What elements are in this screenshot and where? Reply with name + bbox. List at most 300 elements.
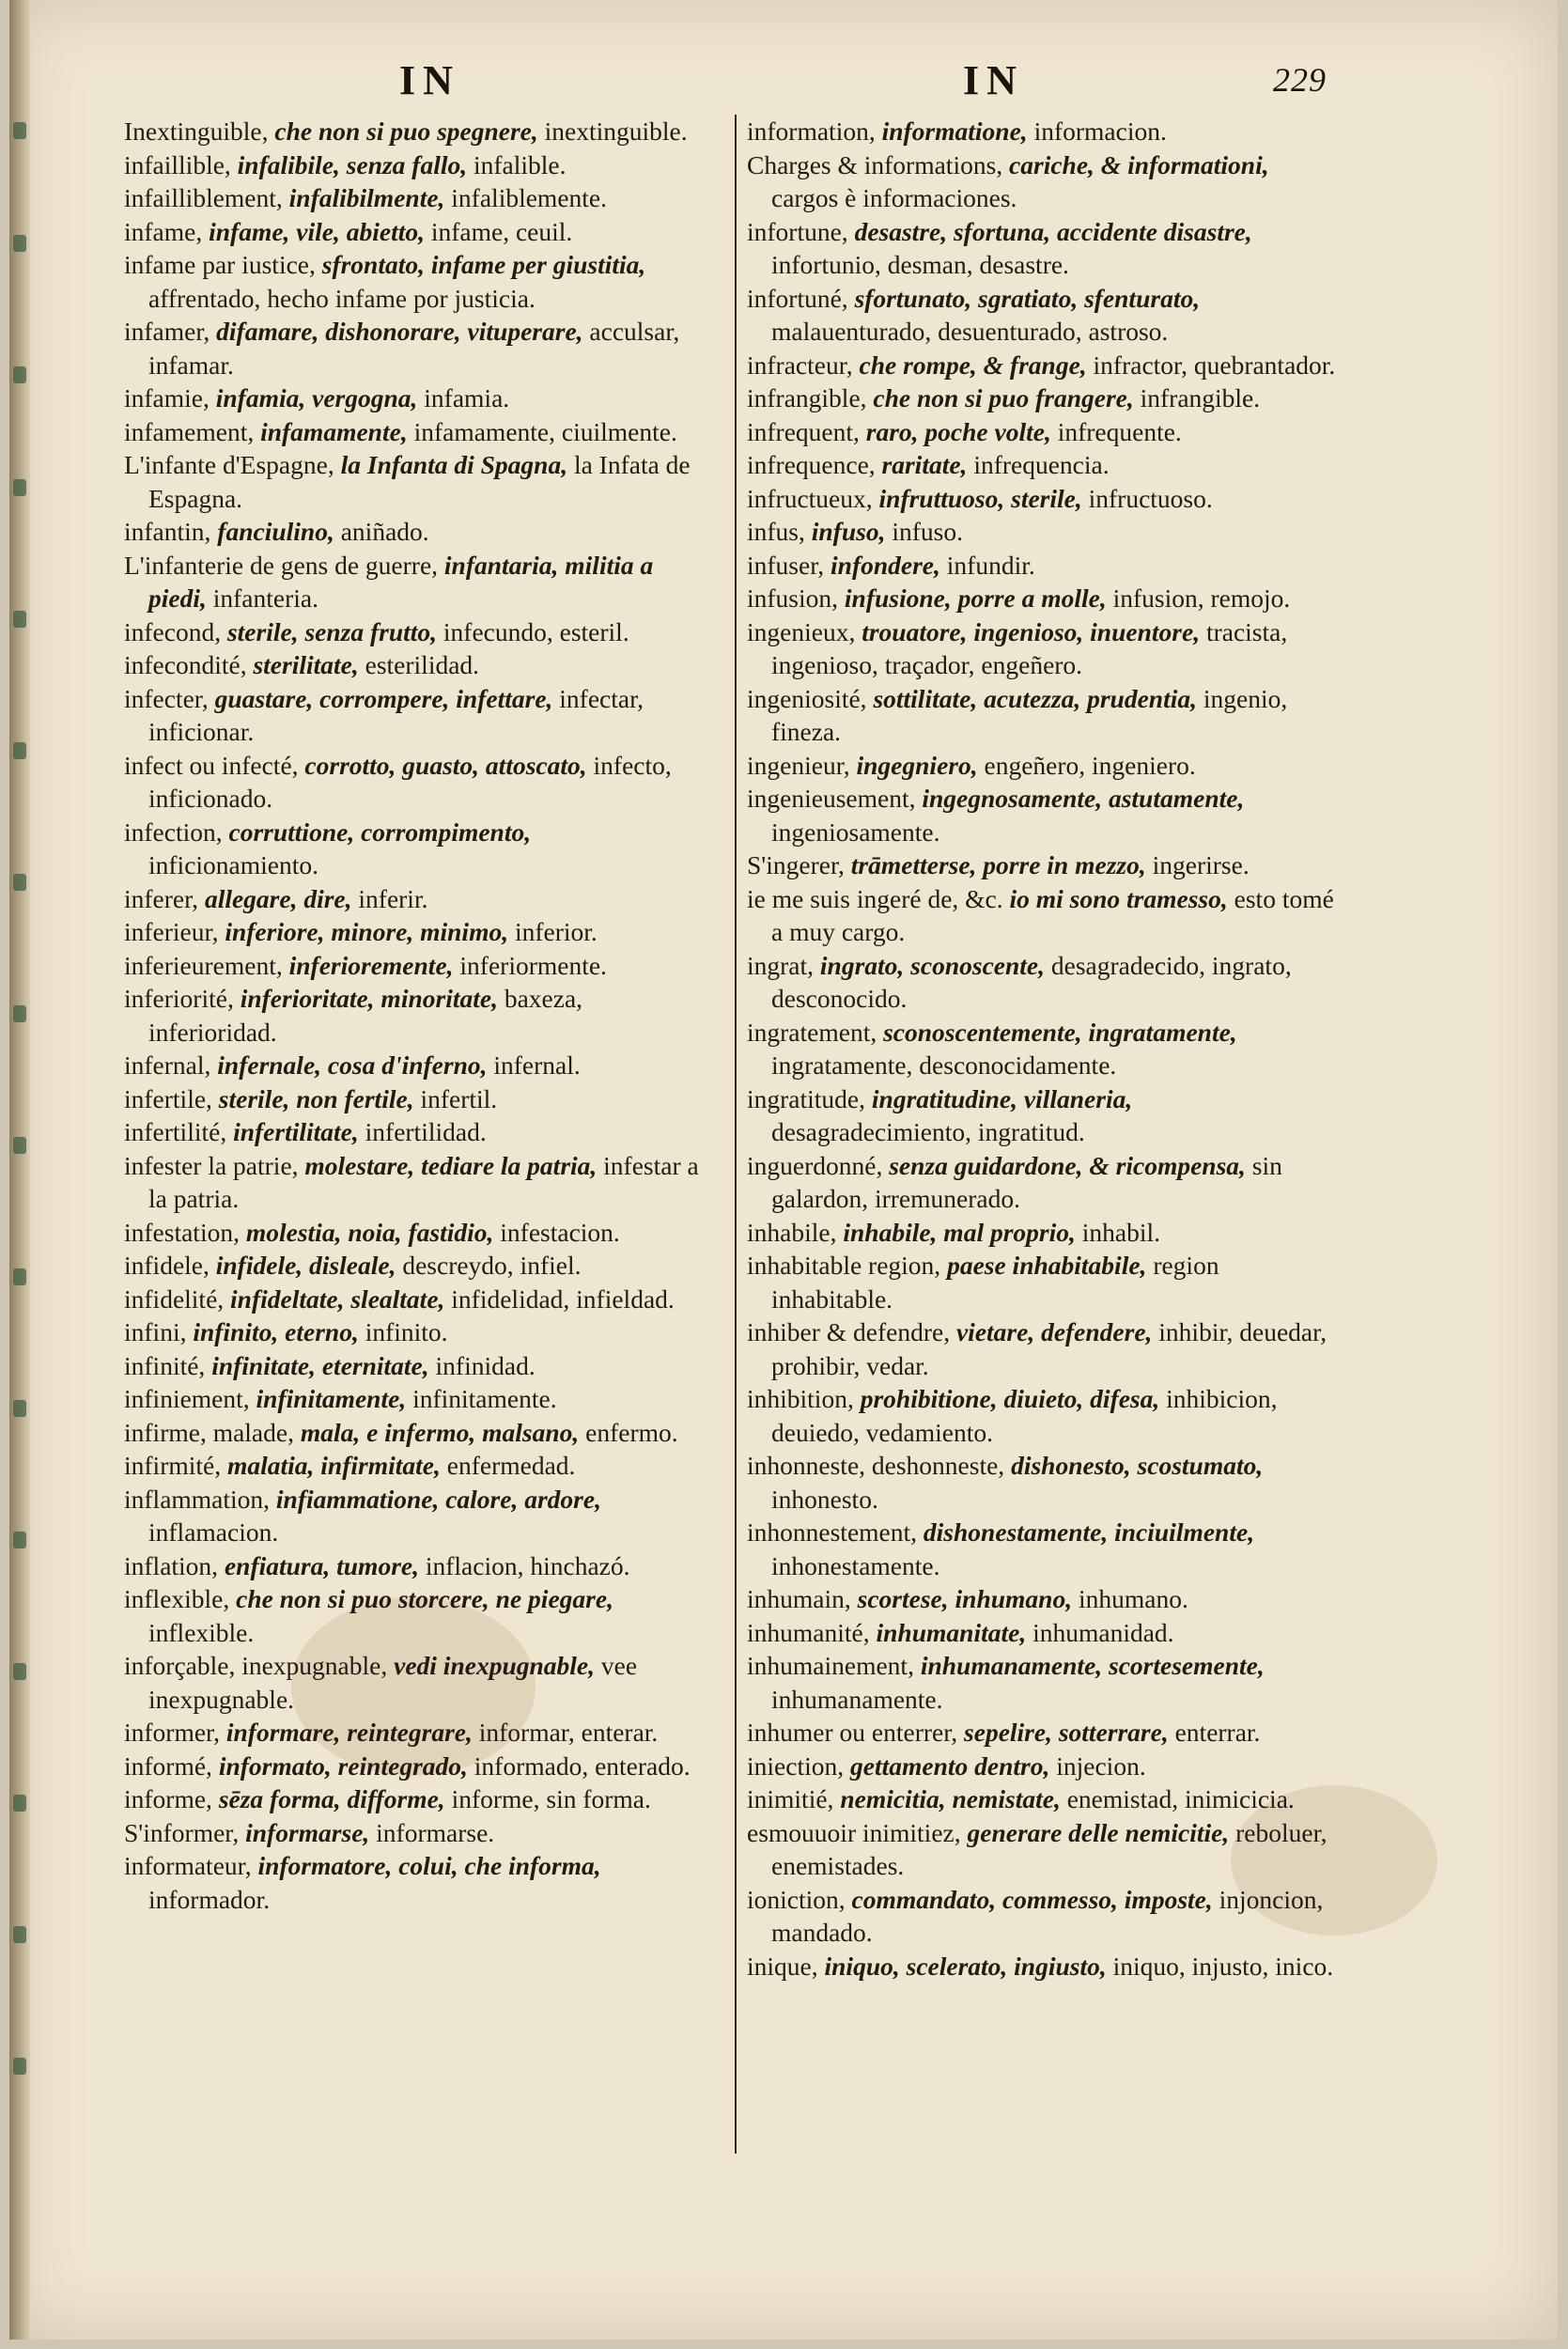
dictionary-entry: [124, 1349, 706, 1383]
italian-translation: vietare, defendere,: [955, 1317, 1153, 1346]
spanish-translation: infecundo, esteril.: [442, 616, 629, 646]
spanish-translation: injecion.: [1056, 1750, 1146, 1781]
spanish-translation: infestar a la patria.: [148, 1150, 699, 1213]
spanish-translation: engeñero, ingeniero.: [984, 750, 1196, 780]
spanish-translation: infame, ceuil.: [430, 216, 573, 246]
french-headword: inforçable, inexpugnable,: [124, 1651, 388, 1680]
italian-translation: ingrato, sconoscente,: [819, 950, 1046, 980]
italian-translation: molestare, tediare la patria,: [304, 1150, 598, 1180]
french-headword: infection,: [124, 817, 223, 847]
italian-translation: raro, poche volte,: [865, 416, 1051, 446]
dictionary-entry: [124, 515, 706, 549]
dictionary-entry: [124, 1582, 706, 1649]
french-headword: inimitié,: [747, 1784, 834, 1813]
french-headword: infini,: [124, 1317, 187, 1346]
french-headword: inhibition,: [747, 1384, 854, 1413]
italian-translation: difamare, dishonorare, vituperare,: [216, 317, 583, 346]
italian-translation: trāmetterse, porre in mezzo,: [850, 850, 1146, 879]
spanish-translation: inficionamiento.: [148, 850, 318, 879]
dictionary-entry: [124, 1849, 706, 1916]
italian-translation: infondere,: [831, 550, 940, 580]
french-headword: inhabile,: [747, 1217, 837, 1247]
italian-translation: iniquo, scelerato, ingiusto,: [824, 1951, 1107, 1981]
spanish-translation: cargos è informaciones.: [771, 183, 1017, 212]
spanish-translation: infertilidad.: [365, 1117, 487, 1146]
spanish-translation: informador.: [148, 1884, 271, 1914]
french-headword: inferiorité,: [124, 984, 234, 1013]
spanish-translation: aniñado.: [340, 517, 429, 546]
french-headword: infame par iustice,: [124, 250, 316, 279]
italian-translation: che non si puo frangere,: [873, 383, 1134, 412]
spanish-translation: infecto, inficionado.: [148, 750, 672, 813]
french-headword: S'ingerer,: [747, 850, 845, 879]
french-headword: inhonneste, deshonneste,: [747, 1451, 1005, 1480]
italian-translation: infantaria, militia a piedi,: [148, 550, 654, 613]
french-headword: S'informer,: [124, 1817, 240, 1847]
dictionary-entry: [747, 1249, 1339, 1315]
dictionary-entry: [124, 1315, 706, 1349]
dictionary-entry: [124, 1449, 706, 1483]
dictionary-entry: [124, 615, 706, 649]
italian-translation: infusione, porre a molle,: [844, 583, 1107, 613]
french-headword: inhumain,: [747, 1584, 851, 1613]
spanish-translation: ingeniosamente.: [771, 817, 940, 847]
french-headword: infantin,: [124, 517, 211, 546]
italian-translation: inferioritate, minoritate,: [240, 984, 498, 1013]
dictionary-entry: [747, 615, 1339, 682]
italian-translation: infamia, vergogna,: [215, 383, 418, 412]
dictionary-entry: [124, 648, 706, 682]
italian-translation: inhumanitate,: [876, 1617, 1027, 1647]
italian-translation: vedi inexpugnable,: [394, 1651, 596, 1680]
french-headword: informé,: [124, 1750, 212, 1781]
italian-translation: sterile, non fertile,: [218, 1083, 414, 1113]
spanish-translation: injoncion, mandado.: [771, 1884, 1324, 1947]
italian-translation: generare delle nemicitie,: [967, 1817, 1230, 1847]
french-headword: infrequence,: [747, 450, 876, 479]
french-headword: ingeniosité,: [747, 683, 867, 713]
spanish-translation: sin galardon, irremunerado.: [771, 1150, 1282, 1213]
dictionary-entry: [747, 349, 1339, 382]
italian-translation: infertilitate,: [233, 1117, 359, 1146]
dictionary-entry: [747, 1750, 1339, 1783]
dictionary-entry: [747, 1449, 1339, 1516]
dictionary-entry: [747, 682, 1339, 749]
spanish-translation: inhibir, deuedar, prohibir, vedar.: [771, 1317, 1327, 1380]
dictionary-entry: [747, 1782, 1339, 1816]
french-headword: information,: [747, 117, 876, 146]
french-headword: infirmité,: [124, 1451, 222, 1480]
dictionary-entry: [124, 1816, 706, 1850]
french-headword: infortuné,: [747, 283, 848, 313]
spanish-translation: infaliblemente.: [451, 183, 607, 212]
spanish-translation: infundir.: [946, 550, 1035, 580]
italian-translation: informare, reintegrare,: [225, 1718, 473, 1747]
italian-translation: infalibilmente,: [288, 183, 445, 212]
spanish-translation: inferir.: [358, 883, 428, 913]
dictionary-entry: [124, 816, 706, 882]
page-header: [9, 56, 1558, 103]
dictionary-entry: [747, 115, 1339, 148]
dictionary-entry: [124, 1149, 706, 1216]
italian-translation: infalibile, senza fallo,: [237, 149, 468, 179]
spanish-translation: infertil.: [420, 1083, 498, 1113]
italian-translation: senza guidardone, & ricompensa,: [889, 1150, 1246, 1180]
dictionary-entry: [124, 1549, 706, 1583]
spanish-translation: informar, enterar.: [478, 1718, 659, 1747]
french-headword: L'infanterie de gens de guerre,: [124, 550, 439, 580]
french-headword: inflation,: [124, 1550, 219, 1580]
dictionary-entry: [747, 1216, 1339, 1250]
dictionary-entry: [747, 749, 1339, 783]
italian-translation: infiammatione, calore, ardore,: [275, 1484, 601, 1514]
italian-translation: commandato, commesso, imposte,: [851, 1884, 1213, 1914]
italian-translation: molestia, noia, fastidio,: [245, 1217, 494, 1247]
dictionary-entry: [124, 749, 706, 816]
french-headword: inhumainement,: [747, 1651, 914, 1680]
french-headword: infiniement,: [124, 1384, 250, 1413]
italian-translation: mala, e infermo, malsano,: [300, 1417, 580, 1447]
dictionary-entry: [124, 1716, 706, 1750]
italian-translation: ingegniero,: [856, 750, 978, 780]
dictionary-entry: [747, 848, 1339, 882]
dictionary-entry: [124, 1049, 706, 1082]
french-headword: informer,: [124, 1718, 220, 1747]
french-headword: infracteur,: [747, 350, 853, 380]
dictionary-entry: [747, 1149, 1339, 1216]
spanish-translation: infectar, inficionar.: [148, 683, 644, 746]
dictionary-entry: [124, 315, 706, 381]
french-headword: inflammation,: [124, 1484, 271, 1514]
page-tabs: [9, 85, 30, 2246]
dictionary-entry: [124, 181, 706, 215]
italian-translation: inferiore, minore, minimo,: [225, 917, 509, 946]
dictionary-entry: [747, 415, 1339, 449]
dictionary-entry: [124, 148, 706, 182]
italian-translation: dishonestamente, inciuilmente,: [923, 1517, 1255, 1547]
italian-translation: che non si puo storcere, ne piegare,: [236, 1584, 613, 1613]
dictionary-entry: [124, 415, 706, 449]
left-column: [124, 115, 706, 1916]
italian-translation: sottilitate, acutezza, prudentia,: [873, 683, 1197, 713]
italian-translation: infidele, disleale,: [215, 1251, 396, 1280]
spanish-translation: descreydo, infiel.: [402, 1251, 582, 1280]
italian-translation: io mi sono tramesso,: [1009, 883, 1228, 913]
spanish-translation: enemistad, inimicicia.: [1066, 1784, 1295, 1813]
dictionary-entry: [747, 1582, 1339, 1616]
italian-translation: sēza forma, difforme,: [218, 1784, 445, 1813]
dictionary-entry: [747, 1616, 1339, 1650]
italian-translation: corruttione, corrompimento,: [228, 817, 532, 847]
french-headword: ingenieux,: [747, 616, 856, 646]
french-headword: infect ou infecté,: [124, 750, 299, 780]
dictionary-entry: [747, 482, 1339, 516]
spanish-translation: inhonestamente.: [771, 1550, 940, 1580]
italian-translation: informarse,: [245, 1817, 370, 1847]
french-headword: infecter,: [124, 683, 209, 713]
header-left-title: IN: [399, 57, 460, 103]
italian-translation: inferioremente,: [288, 950, 454, 980]
french-headword: ie me suis ingeré de, &c.: [747, 883, 1003, 913]
spanish-translation: enterrar.: [1174, 1718, 1261, 1747]
dictionary-entry: [747, 1016, 1339, 1082]
italian-translation: sterile, senza frutto,: [226, 616, 438, 646]
italian-translation: infinito, eterno,: [193, 1317, 359, 1346]
spanish-translation: inhonesto.: [771, 1484, 878, 1514]
dictionary-entry: [124, 1283, 706, 1316]
french-headword: infestation,: [124, 1217, 240, 1247]
italian-translation: infuso,: [811, 517, 886, 546]
italian-translation: fanciulino,: [217, 517, 334, 546]
dictionary-entry: [747, 1315, 1339, 1382]
dictionary-entry: [124, 1216, 706, 1250]
french-headword: ingratitude,: [747, 1083, 866, 1113]
spanish-translation: informacion.: [1033, 117, 1167, 146]
spanish-translation: inhumano.: [1078, 1584, 1188, 1613]
french-headword: infecondité,: [124, 650, 247, 679]
spanish-translation: malauenturado, desuenturado, astroso.: [771, 317, 1169, 346]
french-headword: infamie,: [124, 383, 210, 412]
italian-translation: sepelire, sotterrare,: [964, 1718, 1169, 1747]
italian-translation: informatore, colui, che informa,: [257, 1851, 601, 1880]
italian-translation: infruttuoso, sterile,: [878, 483, 1082, 513]
french-headword: infructueux,: [747, 483, 873, 513]
italian-translation: corrotto, guasto, attoscato,: [304, 750, 587, 780]
spanish-translation: infinito.: [365, 1317, 448, 1346]
french-headword: infamer,: [124, 317, 210, 346]
italian-translation: che rompe, & frange,: [859, 350, 1087, 380]
italian-translation: dishonesto, scostumato,: [1011, 1451, 1264, 1480]
italian-translation: sterilitate,: [253, 650, 359, 679]
spanish-translation: la Infata de Espagna.: [148, 450, 691, 513]
dictionary-entry: [124, 1249, 706, 1283]
french-headword: ioniction,: [747, 1884, 846, 1914]
french-headword: infester la patrie,: [124, 1150, 299, 1180]
dictionary-entry: [747, 782, 1339, 848]
italian-translation: paese inhabitabile,: [947, 1251, 1147, 1280]
spanish-translation: enfermedad.: [446, 1451, 576, 1480]
dictionary-entry: [124, 1082, 706, 1116]
dictionary-entry: [747, 515, 1339, 549]
french-headword: inhumer ou enterrer,: [747, 1718, 958, 1747]
french-headword: Charges & informations,: [747, 149, 1003, 179]
french-headword: inhabitable region,: [747, 1251, 941, 1280]
dictionary-entry: [747, 1816, 1339, 1883]
dictionary-entry: [124, 949, 706, 983]
french-headword: L'infante d'Espagne,: [124, 450, 334, 479]
spanish-translation: esto tomé a muy cargo.: [771, 883, 1334, 946]
spanish-translation: inflamacion.: [148, 1517, 279, 1547]
spanish-translation: enfermo.: [585, 1417, 678, 1447]
spanish-translation: infrequencia.: [973, 450, 1110, 479]
french-headword: inhumanité,: [747, 1617, 870, 1647]
spanish-translation: infamamente, ciuilmente.: [413, 416, 677, 446]
dictionary-entry: [124, 1483, 706, 1549]
page-number: 229: [1273, 61, 1327, 99]
spanish-translation: reboluer, enemistades.: [771, 1817, 1327, 1880]
italian-translation: raritate,: [881, 450, 968, 479]
spanish-translation: infuso.: [892, 517, 963, 546]
french-headword: infortune,: [747, 216, 848, 246]
spanish-translation: baxeza, inferioridad.: [148, 984, 583, 1047]
french-headword: infamement,: [124, 416, 255, 446]
french-headword: ingenieusement,: [747, 784, 916, 813]
spanish-translation: infractor, quebrantador.: [1093, 350, 1336, 380]
french-headword: infertilité,: [124, 1117, 227, 1146]
spanish-translation: vee inexpugnable.: [148, 1651, 638, 1714]
italian-translation: guastare, corrompere, infettare,: [214, 683, 553, 713]
french-headword: inferer,: [124, 883, 199, 913]
french-headword: infidelité,: [124, 1283, 225, 1314]
french-headword: inhonnestement,: [747, 1517, 918, 1547]
spanish-translation: infanteria.: [212, 583, 318, 613]
dictionary-entry: [124, 915, 706, 949]
spanish-translation: infortunio, desman, desastre.: [771, 250, 1069, 279]
spanish-translation: tracista, ingenioso, traçador, engeñero.: [771, 616, 1288, 679]
dictionary-entry: [747, 1382, 1339, 1449]
dictionary-entry: [124, 1750, 706, 1783]
italian-translation: infamamente,: [260, 416, 408, 446]
dictionary-entry: [747, 1516, 1339, 1582]
dictionary-entry: [124, 1416, 706, 1450]
french-headword: infecond,: [124, 616, 222, 646]
italian-translation: che non si puo spegnere,: [274, 117, 538, 146]
french-headword: informateur,: [124, 1851, 252, 1880]
italian-translation: la Infanta di Spagna,: [340, 450, 568, 479]
spanish-translation: desagradecimiento, ingratitud.: [771, 1117, 1085, 1146]
spanish-translation: region inhabitable.: [771, 1251, 1219, 1314]
spanish-translation: infrangible.: [1140, 383, 1261, 412]
spanish-translation: ingenio, fineza.: [771, 683, 1288, 746]
french-headword: infertile,: [124, 1083, 212, 1113]
italian-translation: allegare, dire,: [204, 883, 352, 913]
italian-translation: infame, vile, abietto,: [209, 216, 425, 246]
book-page: [9, 0, 1558, 2340]
dictionary-entry: [124, 682, 706, 749]
dictionary-entry: [747, 448, 1339, 482]
dictionary-entry: [124, 1782, 706, 1816]
dictionary-entry: [747, 282, 1339, 349]
italian-translation: ingegnosamente, astutamente,: [922, 784, 1245, 813]
french-headword: infidele,: [124, 1251, 210, 1280]
spanish-translation: infrequente.: [1057, 416, 1182, 446]
spanish-translation: ingerirse.: [1152, 850, 1250, 879]
french-headword: inique,: [747, 1951, 818, 1981]
spanish-translation: infructuoso.: [1088, 483, 1213, 513]
italian-translation: sconoscentemente, ingratamente,: [883, 1017, 1237, 1047]
dictionary-entry: [124, 448, 706, 515]
spanish-translation: infidelidad, infieldad.: [451, 1283, 675, 1314]
spanish-translation: desagradecido, ingrato, desconocido.: [771, 950, 1292, 1013]
french-headword: informe,: [124, 1784, 212, 1813]
french-headword: inflexible,: [124, 1584, 230, 1613]
italian-translation: infernale, cosa d'inferno,: [217, 1050, 488, 1080]
italian-translation: desastre, sfortuna, accidente disastre,: [854, 216, 1252, 246]
french-headword: infus,: [747, 517, 805, 546]
spanish-translation: acculsar, infamar.: [148, 317, 680, 380]
dictionary-entry: [124, 215, 706, 249]
french-headword: infuser,: [747, 550, 825, 580]
spanish-translation: infamia.: [424, 383, 510, 412]
dictionary-entry: [747, 882, 1339, 949]
dictionary-entry: [747, 582, 1339, 615]
spanish-translation: inflexible.: [148, 1617, 255, 1647]
french-headword: inferieurement,: [124, 950, 283, 980]
spanish-translation: informarse.: [376, 1817, 495, 1847]
spanish-translation: inhabil.: [1081, 1217, 1161, 1247]
italian-translation: malatia, infirmitate,: [226, 1451, 441, 1480]
dictionary-entry: [747, 549, 1339, 583]
spanish-translation: infalible.: [474, 149, 567, 179]
french-headword: iniection,: [747, 1750, 845, 1781]
italian-translation: gettamento dentro,: [849, 1750, 1050, 1781]
spanish-translation: inhumanidad.: [1032, 1617, 1174, 1647]
dictionary-entry: [124, 1115, 706, 1149]
french-headword: infusion,: [747, 583, 839, 613]
french-headword: inhiber & defendre,: [747, 1317, 951, 1346]
spanish-translation: inhumanamente.: [771, 1684, 943, 1714]
spanish-translation: iniquo, injusto, inico.: [1112, 1951, 1334, 1981]
dictionary-entry: [747, 1883, 1339, 1950]
spanish-translation: infusion, remojo.: [1112, 583, 1291, 613]
spanish-translation: esterilidad.: [365, 650, 480, 679]
italian-translation: infideltate, slealtate,: [230, 1283, 445, 1314]
dictionary-entry: [124, 1382, 706, 1416]
header-right-title: IN: [963, 57, 1024, 103]
dictionary-entry: [124, 982, 706, 1049]
dictionary-entry: [747, 215, 1339, 282]
spanish-translation: infestacion.: [500, 1217, 620, 1247]
spanish-translation: informe, sin forma.: [451, 1784, 651, 1813]
dictionary-entry: [747, 1649, 1339, 1716]
spanish-translation: inferiormente.: [459, 950, 607, 980]
italian-translation: informato, reintegrado,: [218, 1750, 468, 1781]
french-headword: ingratement,: [747, 1017, 877, 1047]
spanish-translation: inextinguible.: [544, 117, 688, 146]
french-headword: infrequent,: [747, 416, 860, 446]
italian-translation: inhabile, mal proprio,: [843, 1217, 1076, 1247]
italian-translation: infinitamente,: [256, 1384, 407, 1413]
italian-translation: informatione,: [881, 117, 1028, 146]
spanish-translation: inflacion, hinchazó.: [425, 1550, 630, 1580]
italian-translation: cariche, & informationi,: [1009, 149, 1269, 179]
dictionary-entry: [124, 381, 706, 415]
dictionary-entry: [747, 949, 1339, 1016]
dictionary-entry: [124, 882, 706, 916]
dictionary-entry: [747, 381, 1339, 415]
dictionary-entry: [124, 1649, 706, 1716]
spanish-translation: infernal.: [493, 1050, 581, 1080]
french-headword: infrangible,: [747, 383, 867, 412]
italian-translation: scortese, inhumano,: [857, 1584, 1073, 1613]
spanish-translation: inhibicion, deuiedo, vedamiento.: [771, 1384, 1278, 1447]
spanish-translation: infinidad.: [435, 1350, 536, 1380]
dictionary-entry: [747, 1950, 1339, 1983]
dictionary-entry: [124, 115, 706, 148]
italian-translation: nemicitia, nemistate,: [840, 1784, 1061, 1813]
dictionary-entry: [747, 1716, 1339, 1750]
spanish-translation: inferior.: [514, 917, 598, 946]
italian-translation: enfiatura, tumore,: [224, 1550, 419, 1580]
dictionary-entry: [747, 1082, 1339, 1149]
french-headword: ingrat,: [747, 950, 815, 980]
italian-translation: trouatore, ingenioso, inuentore,: [862, 616, 1201, 646]
spanish-translation: affrentado, hecho infame por justicia.: [148, 283, 536, 313]
french-headword: inferieur,: [124, 917, 219, 946]
spanish-translation: ingratamente, desconocidamente.: [771, 1050, 1117, 1080]
french-headword: inguerdonné,: [747, 1150, 883, 1180]
french-headword: Inextinguible,: [124, 117, 269, 146]
